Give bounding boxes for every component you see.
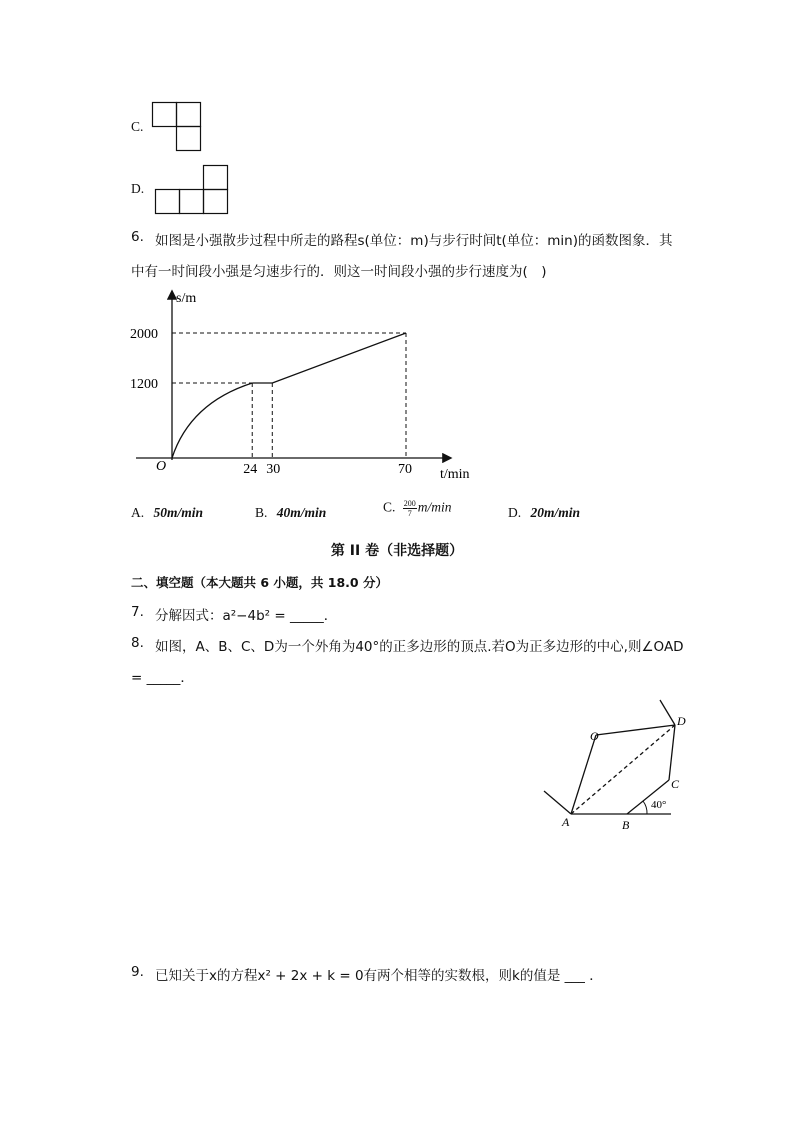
q7-number: 7.	[131, 604, 144, 620]
label-angle: 40°	[651, 799, 667, 811]
segment-curve	[172, 383, 252, 458]
q6-option-a-label: A.	[131, 505, 145, 520]
y-tick-2000: 2000	[130, 327, 158, 342]
polygon-figure	[535, 695, 695, 835]
q6-option-b-value: 40m/min	[276, 505, 327, 520]
label-d: D	[677, 714, 686, 728]
q8-stem-line1: 如图，A、B、C、D为一个外角为40°的正多边形的顶点.若O为正多边形的中心,则∠OAD	[155, 639, 684, 655]
option-c-label: C.	[131, 119, 144, 134]
angle-arc	[643, 801, 647, 814]
section2-title: 第 II 卷（非选择题）	[330, 543, 464, 559]
q8-number: 8.	[131, 635, 144, 651]
q9-number: 9.	[131, 964, 144, 980]
q8-stem-line2: = _____．	[131, 670, 194, 686]
extension-d	[660, 700, 675, 725]
q9-text: 已知关于x的方程x² + 2x + k = 0有两个相等的实数根，则k的值是 ___ ．	[155, 968, 603, 984]
extension-a	[544, 791, 571, 814]
segment-cd	[669, 725, 675, 780]
q6-stem-line2: 中有一时间段小强是匀速步行的．则这一时间段小强的步行速度为( )	[131, 264, 547, 280]
q6-option-c-unit: m/min	[417, 499, 452, 515]
section2-heading: 二、填空题（本大题共 6 小题，共 18.0 分）	[131, 575, 388, 590]
q6-option-c	[383, 499, 452, 518]
q6-option-c-denominator: 7	[407, 509, 412, 518]
label-c: C	[671, 777, 680, 791]
q6-number: 6.	[131, 229, 144, 245]
chart-layer	[130, 291, 470, 482]
q6-option-a	[131, 505, 203, 521]
q6-option-d-value: 20m/min	[530, 505, 581, 520]
x-axis-label: t/min	[440, 467, 470, 482]
q6-option-b-label: B.	[255, 505, 268, 520]
option-c-net-figure	[151, 101, 205, 153]
segment-ao	[571, 735, 596, 814]
distance-time-chart	[128, 286, 488, 486]
q6-option-d	[508, 505, 580, 521]
q6-stem-line1: 如图是小强散步过程中所走的路程s(单位：m)与步行时间t(单位：min)的函数图象．其	[155, 233, 673, 249]
label-a: A	[562, 815, 570, 829]
q7-text: 分解因式：a²−4b² = _____．	[155, 608, 338, 624]
option-d-net-figure	[151, 164, 231, 216]
q6-option-d-label: D.	[508, 505, 522, 520]
x-tick-24: 24	[243, 462, 258, 477]
x-tick-30: 30	[266, 462, 281, 477]
q6-option-a-value: 50m/min	[153, 505, 204, 520]
label-b: B	[622, 818, 630, 832]
y-axis-label: s/m	[176, 291, 197, 306]
q6-option-b	[255, 505, 326, 521]
origin-label: O	[156, 459, 167, 474]
option-d-label: D.	[131, 181, 145, 196]
q6-option-c-label: C.	[383, 499, 396, 515]
q6-option-c-numerator: 200	[403, 499, 416, 508]
label-o: O	[590, 729, 599, 743]
segment-od	[596, 725, 675, 735]
q6-option-c-fraction	[403, 499, 417, 518]
y-tick-1200: 1200	[130, 377, 158, 392]
x-tick-70: 70	[398, 462, 412, 477]
segment-uniform	[272, 333, 406, 383]
